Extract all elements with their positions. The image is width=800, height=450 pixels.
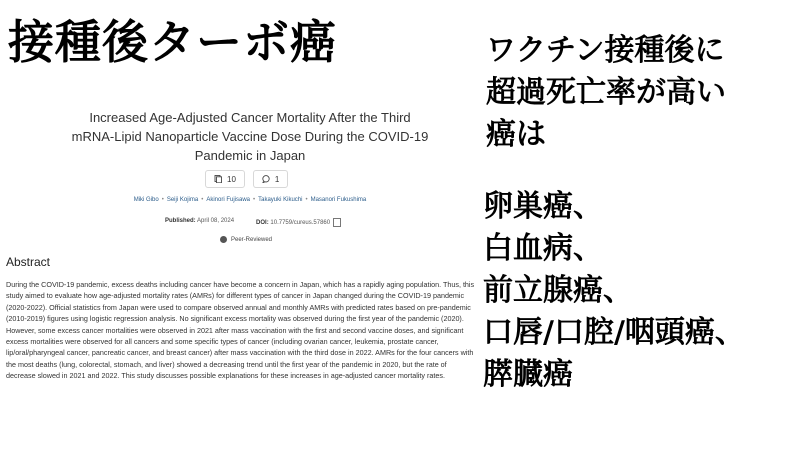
author-separator: • bbox=[305, 197, 308, 203]
check-badge-icon bbox=[220, 236, 227, 243]
citation-icon bbox=[214, 175, 222, 183]
comments-count: 1 bbox=[274, 174, 280, 184]
paper-title-line: mRNA-Lipid Nanoparticle Vaccine Dose During the COVID-19 bbox=[71, 129, 429, 144]
overlay-heading-line: 癌は bbox=[486, 117, 546, 152]
author-separator: • bbox=[253, 197, 256, 203]
author-list bbox=[40, 197, 460, 203]
peer-reviewed-label: Peer-Reviewed bbox=[231, 236, 273, 243]
cancer-list-item: 前立腺癌、 bbox=[483, 273, 633, 308]
article-stats bbox=[205, 170, 288, 188]
author-separator: • bbox=[161, 197, 164, 203]
comment-icon bbox=[262, 175, 270, 183]
cancer-list-item: 膵臓癌 bbox=[483, 357, 573, 392]
author-link[interactable]: Takayuki Kikuchi bbox=[258, 197, 303, 203]
overlay-title: 接種後ターボ癌 bbox=[8, 15, 337, 69]
published-label: Published: bbox=[165, 218, 196, 224]
author-link[interactable]: Masanori Fukushima bbox=[310, 197, 367, 203]
abstract-text: During the COVID-19 pandemic, excess deaths including cancer have become a concern in Japan, which has a rapidly aging population. Thus, this study aimed to evaluate how age-adjusted mortality rates (AMRs) for different types of cancer in Japan changed during the COVID-19 pandemic (2020-2022). Official statistics from Japan were used to compare observed annual and monthly AMRs with predicted rates based on pre-pandemic (2010-2019) figures using logistic regression analysis. No significant excess mortality was observed during the first year of the pandemic (2020). However, some excess cancer mortalities were observed in 2021 after mass vaccination with the first and second vaccine doses, and significant excess mortalities were observed for all cancers and some specific types of cancer (including ovarian cancer, leukemia, prostate cancer, lip/oral/pharyngeal cancer, pancreatic cancer, and breast cancer) after mass vaccination with the third dose in 2022. AMRs for the four cancers with the most deaths (lung, colorectal, stomach, and liver) showed a decreasing trend until the first year of the pandemic in 2020, but the rate of decrease slowed in 2021 and 2022. This study discusses possible explanations for these increases in age-adjusted cancer mortality rates. bbox=[6, 280, 475, 381]
author-link[interactable]: Akinori Fujisawa bbox=[206, 197, 250, 203]
cancer-list-item: 卵巣癌、 bbox=[483, 189, 603, 224]
overlay-heading bbox=[486, 30, 796, 156]
paper-title bbox=[40, 108, 460, 165]
author-link[interactable]: Seiji Kojima bbox=[166, 197, 199, 203]
published-info bbox=[165, 218, 234, 227]
abstract-heading: Abstract bbox=[6, 255, 51, 269]
cancer-list-item: 白血病、 bbox=[483, 231, 603, 266]
overlay-heading-line: ワクチン接種後に bbox=[486, 33, 725, 68]
peer-reviewed-badge bbox=[220, 236, 272, 243]
cancer-list bbox=[483, 186, 745, 396]
author-separator: • bbox=[201, 197, 204, 203]
paper-title-line: Increased Age-Adjusted Cancer Mortality After the Third bbox=[89, 110, 411, 125]
cancer-list-item: 口唇/口腔/咽頭癌、 bbox=[483, 315, 745, 350]
author-link[interactable]: Miki Gibo bbox=[133, 197, 159, 203]
doi-info bbox=[256, 218, 341, 227]
doi-label: DOI: bbox=[256, 220, 269, 227]
overlay-heading-line: 超過死亡率が高い bbox=[486, 75, 726, 110]
publication-info bbox=[165, 218, 341, 227]
copy-icon[interactable] bbox=[333, 218, 341, 227]
citations-count: 10 bbox=[227, 174, 236, 184]
paper-title-line: Pandemic in Japan bbox=[194, 148, 306, 163]
comments-badge[interactable] bbox=[253, 170, 288, 188]
citations-badge[interactable] bbox=[205, 170, 245, 188]
published-date: April 08, 2024 bbox=[197, 218, 235, 224]
doi-value[interactable]: 10.7759/cureus.57860 bbox=[270, 220, 331, 227]
